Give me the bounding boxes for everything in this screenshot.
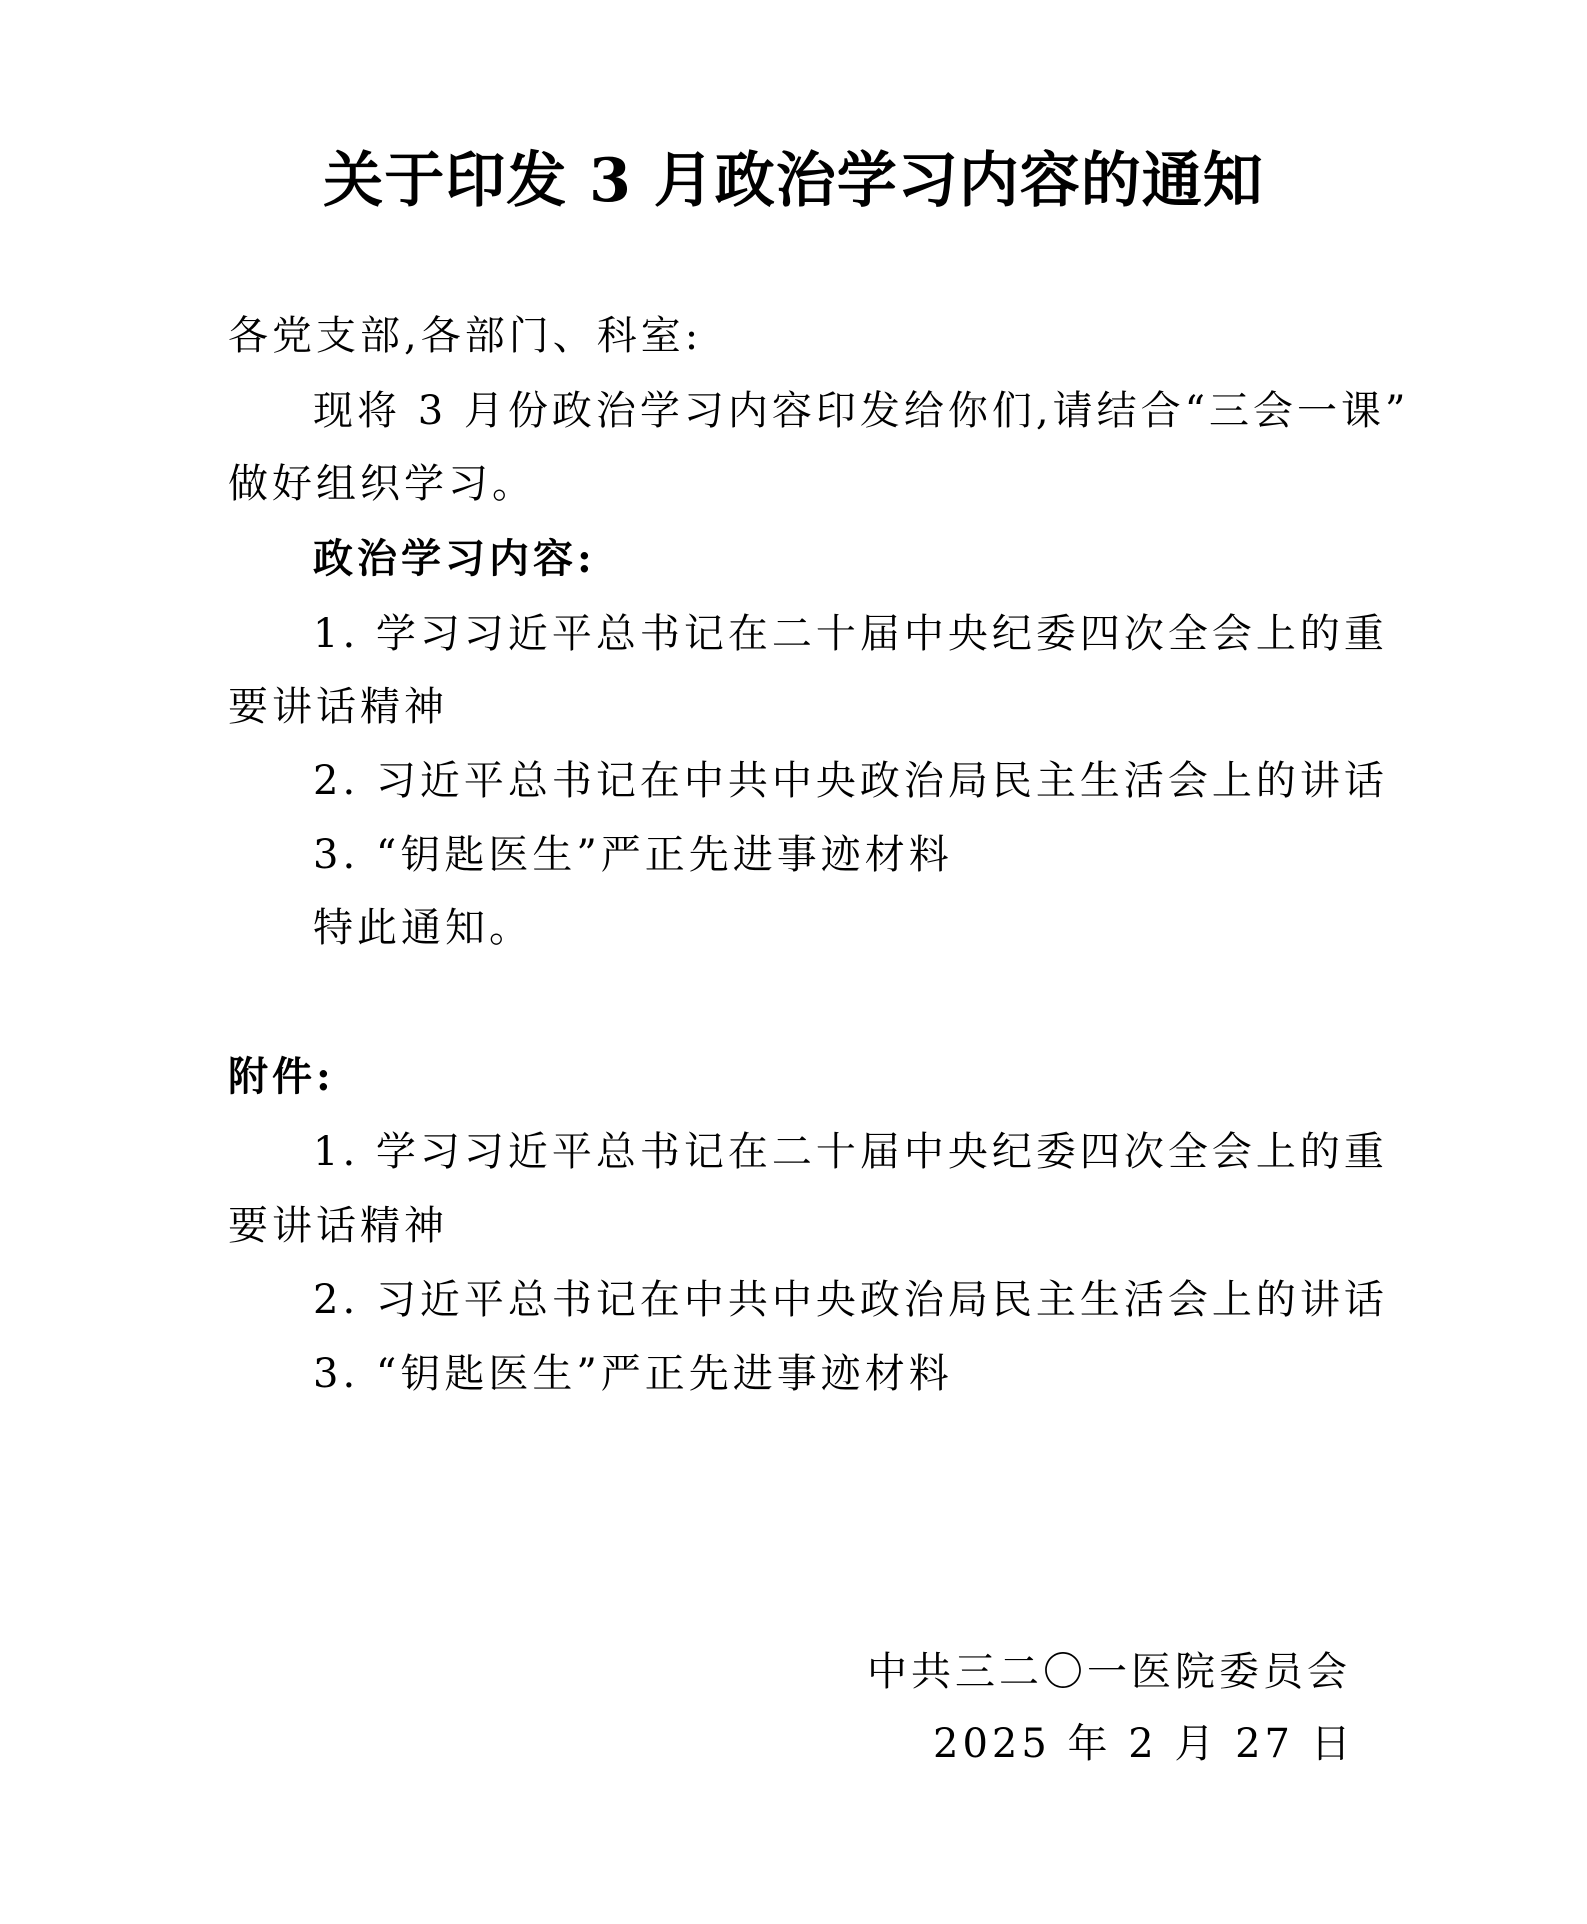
document-title: 关于印发 3 月政治学习内容的通知 bbox=[323, 146, 1264, 216]
attachment-item-1-line-1: 1. 学习习近平总书记在二十届中央纪委四次全会上的重 bbox=[313, 1129, 1388, 1175]
attachment-item-1-line-2: 要讲话精神 bbox=[228, 1203, 448, 1249]
content-heading: 政治学习内容: bbox=[313, 535, 596, 582]
content-item-2: 2. 习近平总书记在中共中央政治局民主生活会上的讲话 bbox=[313, 758, 1388, 804]
intro-line-2: 做好组织学习。 bbox=[228, 461, 536, 507]
signature-organization: 中共三二〇一医院委员会 bbox=[867, 1649, 1351, 1695]
intro-line-1: 现将 3 月份政治学习内容印发给你们,请结合“三会一课” bbox=[313, 388, 1410, 434]
salutation: 各党支部,各部门、科室: bbox=[228, 313, 703, 359]
attachments-heading: 附件: bbox=[228, 1053, 335, 1100]
closing-text: 特此通知。 bbox=[313, 905, 533, 951]
content-item-3: 3. “钥匙医生”严正先进事迹材料 bbox=[313, 832, 953, 878]
signature-date: 2025 年 2 月 27 日 bbox=[933, 1721, 1355, 1767]
attachment-item-2: 2. 习近平总书记在中共中央政治局民主生活会上的讲话 bbox=[313, 1277, 1388, 1323]
attachment-item-3: 3. “钥匙医生”严正先进事迹材料 bbox=[313, 1351, 953, 1397]
content-item-1-line-1: 1. 学习习近平总书记在二十届中央纪委四次全会上的重 bbox=[313, 611, 1388, 657]
content-item-1-line-2: 要讲话精神 bbox=[228, 684, 448, 730]
